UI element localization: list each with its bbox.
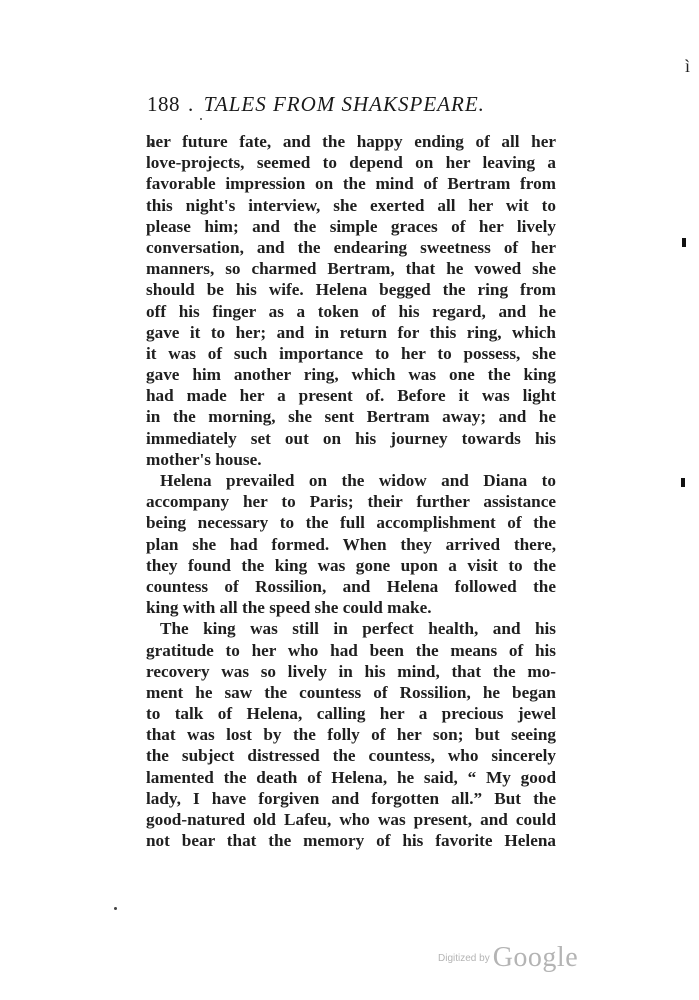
text-line: immediately set out on his journey towards his bbox=[146, 428, 556, 448]
text-line: good-natured old Lafeu, who was present, and could bbox=[146, 810, 556, 829]
text-line: that was lost by the folly of her son; but seeing bbox=[146, 725, 556, 745]
text-line: lamented the death of Helena, he said, “ My good bbox=[146, 767, 556, 787]
watermark-prefix: Digitized by bbox=[438, 953, 490, 964]
text-line: love-projects, seemed to depend on her leaving a bbox=[146, 153, 556, 173]
margin-mark-icon bbox=[681, 478, 685, 487]
text-line: the subject distressed the countess, who sincerely bbox=[146, 746, 556, 766]
text-line: off his finger as a token of his regard, and he bbox=[146, 301, 556, 321]
text-line: this night's interview, she exerted all her wit to bbox=[146, 195, 556, 215]
text-line: recovery was so lively in his mind, that the mo- bbox=[146, 661, 556, 681]
margin-mark-icon bbox=[682, 238, 686, 247]
text-line: favorable impression on the mind of Bertram from bbox=[146, 174, 556, 194]
text-line: countess of Rossilion, and Helena followed the bbox=[146, 576, 556, 596]
watermark-brand: Google bbox=[492, 942, 579, 973]
text-line: The king was still in perfect health, and his bbox=[160, 619, 556, 639]
text-line: gave it to her; and in return for this ring, which bbox=[146, 322, 556, 342]
text-line: ment he saw the countess of Rossilion, he began bbox=[146, 682, 556, 702]
text-line: manners, so charmed Bertram, that he vowed she bbox=[146, 259, 556, 279]
margin-mark-icon: ì bbox=[685, 56, 691, 76]
running-title: TALES FROM SHAKSPEARE. bbox=[203, 92, 485, 116]
text-line: being necessary to the full accomplishment of the bbox=[146, 513, 556, 533]
text-line: Helena prevailed on the widow and Diana to bbox=[160, 471, 556, 490]
text-line: they found the king was gone upon a visit to the bbox=[146, 555, 556, 575]
text-line: gave him another ring, which was one the king bbox=[146, 365, 556, 385]
page-number: 188 bbox=[147, 92, 180, 116]
text-line: not bear that the memory of his favorite Helena bbox=[146, 831, 556, 851]
text-line: it was of such importance to her to possess, she bbox=[146, 343, 556, 363]
text-line: plan she had formed. When they arrived there, bbox=[146, 534, 556, 554]
body-text bbox=[146, 131, 556, 851]
text-line: mother's house. bbox=[146, 449, 262, 469]
text-line: conversation, and the endearing sweetness of her bbox=[146, 237, 556, 257]
text-line: had made her a present of. Before it was light bbox=[146, 386, 556, 406]
text-line: in the morning, she sent Bertram away; and he bbox=[146, 407, 556, 427]
text-line: accompany her to Paris; their further assistance bbox=[146, 492, 556, 512]
page-speck bbox=[200, 118, 202, 120]
text-line: king with all the speed she could make. bbox=[146, 598, 432, 618]
page-speck bbox=[114, 907, 117, 910]
text-line: lady, I have forgiven and forgotten all.” But the bbox=[146, 788, 556, 808]
google-watermark bbox=[438, 942, 598, 982]
text-line: to talk of Helena, calling her a precious jewel bbox=[146, 704, 556, 724]
header-dot: . bbox=[188, 92, 194, 116]
text-line: should be his wife. Helena begged the ring from bbox=[146, 280, 556, 300]
text-line: her future fate, and the happy ending of all her bbox=[146, 132, 556, 151]
text-line: please him; and the simple graces of her lively bbox=[146, 216, 556, 236]
running-header bbox=[147, 92, 567, 118]
text-line: gratitude to her who had been the means of his bbox=[146, 640, 556, 660]
